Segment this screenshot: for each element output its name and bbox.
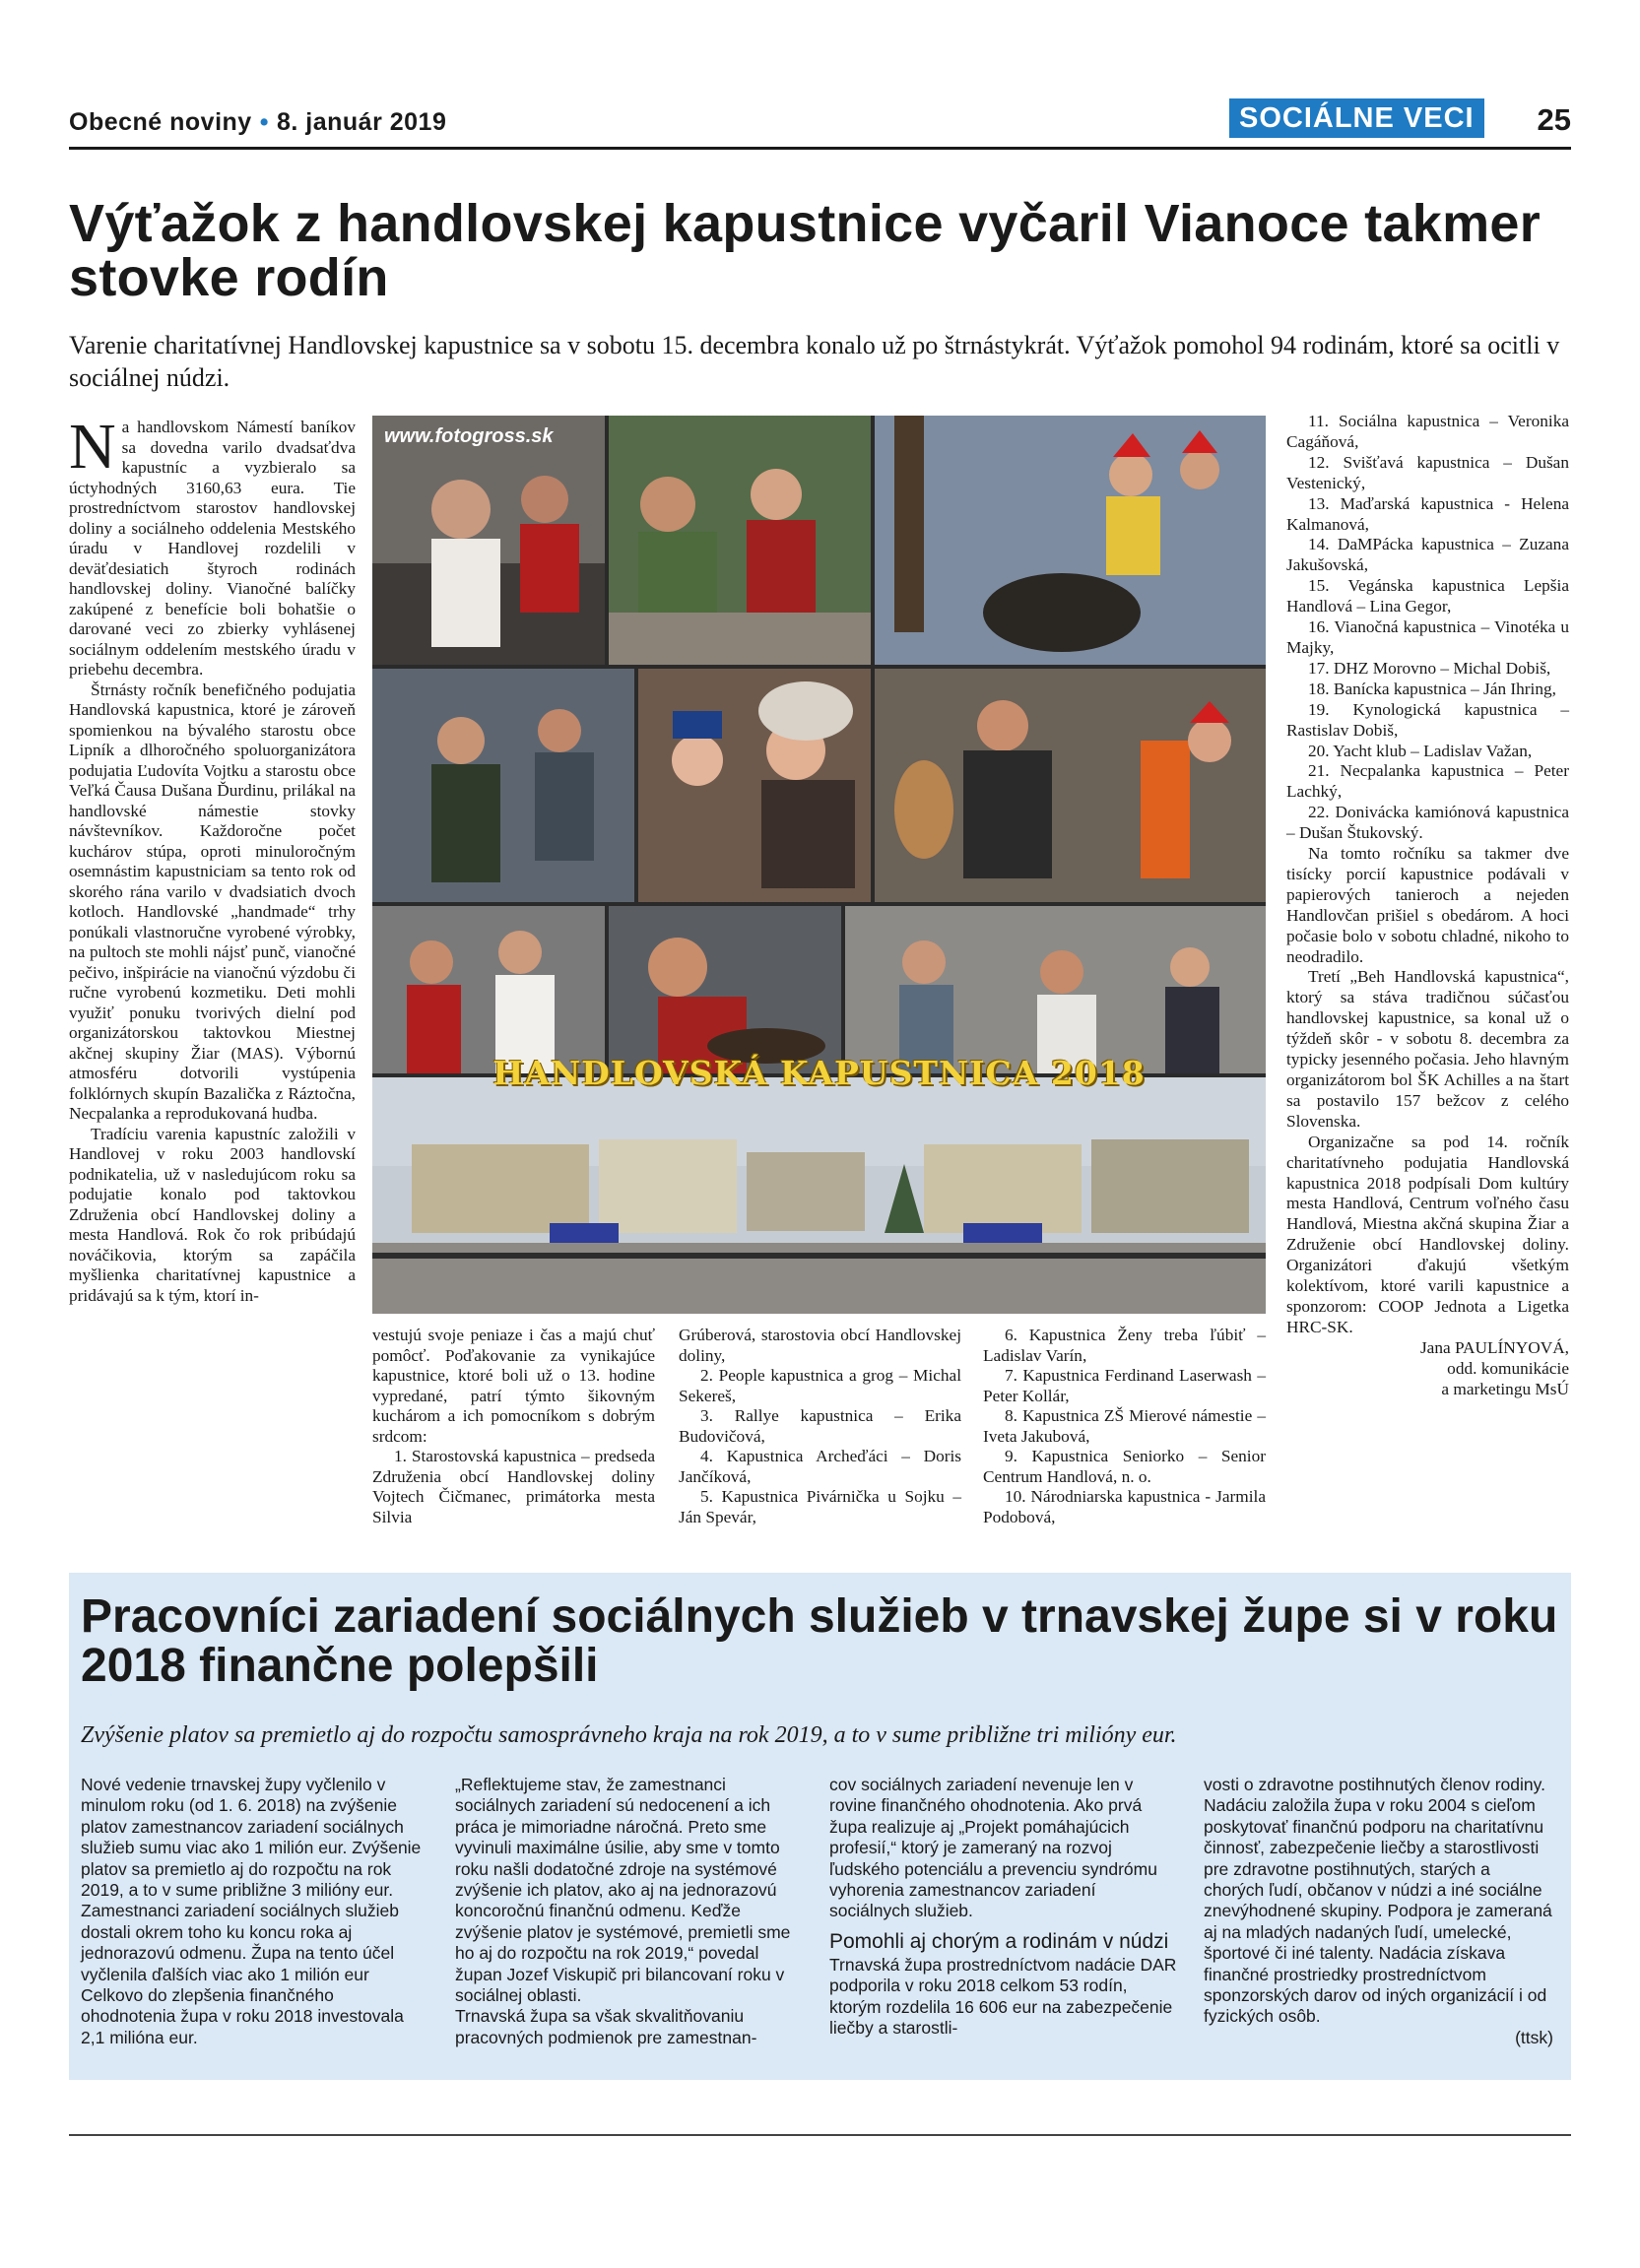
list-item: 9. Kapustnica Seniorko – Senior Centrum Handlová, n. o. [983,1447,1266,1486]
article-lead: Zvýšenie platov sa premietlo aj do rozpočtu samosprávneho kraja na rok 2019, a to v sume približne tri milióny eur. [81,1722,1177,1748]
section-label: SOCIÁLNE VECI [1229,98,1484,138]
list-item: 14. DaMPácka kapustnica – Zuzana Jakušovská, [1286,535,1569,575]
list-item: 8. Kapustnica ZŠ Mierové námestie – Iveta Jakubová, [983,1406,1266,1446]
author-name: Jana PAULÍNYOVÁ, [1419,1337,1569,1357]
list-item: 5. Kapustnica Pivárnička u Sojku – Ján Spevár, [679,1487,961,1526]
list-item: 19. Kynologická kapustnica – Rastislav Dobiš, [1286,699,1569,740]
author-role: a marketingu MsÚ [1441,1379,1569,1398]
list-item: 15. Vegánska kapustnica Lepšia Handlová – Lina Gegor, [1286,576,1569,616]
article-signature: (ttsk) [1515,2027,1553,2047]
article-column-1: Nové vedenie trnavskej župy vyčlenilo v minulom roku (od 1. 6. 2018) na zvýšenie platov zamestnancov zariadení sociálnych služieb sumu viac ako 1 milión eur. Zvýšenie platov sa premietlo aj do rozpočtu na rok 2019, a to v sume približne 3 milióny eur. Zamestnanci zariadení sociálnych služieb dostali okrem toho ku koncu roka aj jednorazovú odmenu. Župa na tento účel vyčlenila ďalších viac ako 1 milión eur Celkovo do zlepšenia finančného ohodnotenia župa v roku 2018 investovala 2,1 milióna eur. [81,1775,422,2047]
article-paragraph: Tretí „Beh Handlovská kapustnica“, ktorý sa stáva tradičnou súčasťou handlovskej kapustnice, sa konal už o týždeň skôr - v sobotu 8. decembra za typicky jesenného počasia. Jeho hlavným organizátorom bol ŠK Achilles a na štart sa postavilo 157 bežcov z celého Slovenska. [1286,967,1569,1131]
article-column-3 [829,1775,1179,2039]
article-box [69,1573,1571,2080]
article-headline: Výťažok z handlovskej kapustnice vyčaril Vianoce takmer stovke rodín [69,194,1542,307]
article-lead: Varenie charitatívnej Handlovskej kapustnice sa v sobotu 15. decembra konalo už po štrnástykrát. Výťažok pomohol 94 rodinám, ktoré sa ocitli v sociálnej núdzi. [69,331,1560,392]
list-item: 2. People kapustnica a grog – Michal Sekereš, [679,1366,961,1405]
page-header [69,97,1571,150]
article-column-2 [372,1326,655,1527]
article-paragraph: vosti o zdravotne postihnutých členov rodiny. Nadáciu založila župa v roku 2004 s cieľom poskytovať finančnú podporu na charitatívnu činnosť, zabezpečenie liečby a starostlivosti pre zdravotne postihnutých, starých a chorých ľudí, občanov v núdzi a iné sociálne znevýhodnené skupiny. Podpora je zameraná aj na mladých nadaných ľudí, umelecké, športové či iné talenty. Nadácia získava finančné prostriedky prostredníctvom sponzorských darov od iných organizácií i od fyzických osôb. [1204,1775,1552,2027]
issue-date: 8. január 2019 [276,108,447,136]
list-item: 16. Vianočná kapustnica – Vinotéka u Majky, [1286,617,1569,657]
page-number: 25 [1537,102,1571,137]
article-paragraph: Trnavská župa prostredníctvom nadácie DAR podporila v roku 2018 celkom 53 rodín, ktorým rozdelila 16 606 eur na zabezpečenie liečby a starostli- [829,1954,1177,2039]
list-item: 10. Národniarska kapustnica - Jarmila Podobová, [983,1487,1266,1526]
article-paragraph: vestujú svoje peniaze i čas a majú chuť pomôcť. Poďakovanie za vynikajúce kapustnice, ktoré boli už o 13. hodine vypredané, patrí týmto šikovným kuchárom a ich pomocníkom s dobrým srdcom: [372,1326,655,1446]
article-paragraph: Štrnásty ročník benefičného podujatia Handlovská kapustnica, ktoré je zároveň spomienkou na bývalého starostu obce Lipník a dlhoročného spoluorganizátora podujatia Ľudovíta Vojtku a starostu obce Veľká Čausa Dušana Ďurdinu, prilákal na handlovské námestie stovky návštevníkov. Každoročne počet kuchárov stúpa, oproti minuloročným osemnástim kapustniciam sa tento rok od skorého rána varilo v dvadsiatich dvoch kotloch. Handlovské „handmade“ trhy ponúkali vlastnoručne vyrobené výrobky, na pultoch ste mohli nájsť punč, vianočné pečivo, inšpirácie na vianočnú výzdobu či ručne vyrobenú kozmetiku. Deti mohli využiť ponuku tvorivých dielní pod organizátorskou taktovkou Miestnej akčnej skupiny Žiar (MAS). Výbornú atmosféru dotvorili vystúpenia folklórnych skupín Bazalička z Ráztočna, Necpalanka a reprodukovaná hudba. [69,680,356,1123]
list-item: 20. Yacht klub – Ladislav Važan, [1308,741,1533,760]
article-headline: Pracovníci zariadení sociálnych služieb v trnavskej župe si v roku 2018 finančne polepšili [81,1590,1558,1692]
article-column-1 [69,411,356,1306]
article-paragraph: cov sociálnych zariadení nevenuje len v rovine finančného ohodnotenia. Ako prvá župa realizuje aj „Projekt pomáhajúcich profesií,“ ktorý je zameraný na rozvoj ľudského potenciálu a prevenciu syndrómu vyhorenia zamestnancov zariadení sociálnych služieb. [829,1775,1157,1921]
drop-cap: N [69,411,116,483]
article-paragraph: Na handlovskom Námestí baníkov sa dovedna varilo dvadsaťdva kapustníc a vyzbieralo sa úctyhodných 3160,63 eura. Tie prostredníctvom starostov handlovskej doliny a sociálneho oddelenia Mestského úradu v Handlovej rozdelili v deväťdesiatich štyroch rodinách handlovskej doliny. Vianočné balíčky zakúpené z benefície boli bohatšie o darované veci zo zbierky vyhlásenej sociálnym oddelením mestského úradu v priebehu decembra. [69,411,356,679]
article-column-4 [983,1326,1266,1527]
list-item: Grúberová, starostovia obcí Handlovskej doliny, [679,1326,961,1365]
list-item: 11. Sociálna kapustnica – Veronika Cagáňová, [1286,412,1569,451]
photo-collage [372,416,1266,1314]
list-item: 12. Svišťavá kapustnica – Dušan Vestenický, [1286,452,1569,492]
list-item: 6. Kapustnica Ženy treba ľúbiť – Ladislav Varín, [983,1326,1266,1365]
article-subheading: Pomohli aj chorým a rodinám v núdzi [829,1929,1169,1953]
article-column-3 [679,1326,961,1527]
list-item: 13. Maďarská kapustnica - Helena Kalmanová, [1286,493,1569,534]
author-role: odd. komunikácie [1447,1358,1569,1378]
list-item: 1. Starostovská kapustnica – predseda Združenia obcí Handlovskej doliny Vojtech Čičmanec, primátorka mesta Silvia [372,1447,655,1526]
photo-banner-title: HANDLOVSKÁ KAPUSTNICA 2018 [492,1054,1146,1092]
list-item: 7. Kapustnica Ferdinand Laserwash – Peter Kollár, [983,1366,1266,1405]
article-column-2: „Reflektujeme stav, že zamestnanci sociálnych zariadení sú nedocenení a ich práca je mimoriadne náročná. Preto sme vyvinuli maximálne úsilie, aby sme v tomto roku našli dodatočné zdroje na systémové zvýšenie ich platov, ako aj na jednorazovú koncoročnú finančnú odmenu. Keďže zvýšenie platov je systémové, premietli sme ho aj do rozpočtu na rok 2019,“ povedal župan Jozef Viskupič pri bilancovaní roku v sociálnej oblasti. Trnavská župa sa však skvalitňovaniu pracovných podmienok pre zamestnan- [455,1775,791,2047]
article-paragraph: Organizačne sa pod 14. ročník charitatívneho podujatia Handlovská kapustnica 2018 podpísali Dom kultúry mesta Handlová, Centrum voľného času Handlová, Miestna akčná skupina Žiar a Združenie obcí Handlovskej doliny. Organizátori ďakujú všetkým kolektívom, ktoré varili kapustnice a sponzorom: COOP Jednota a Ligetka HRC-SK. [1286,1132,1569,1336]
list-item: 21. Necpalanka kapustnica – Peter Lachký, [1286,761,1569,802]
separator-dot: • [259,108,269,136]
list-item: 4. Kapustnica Archeďáci – Doris Jančíková, [679,1447,961,1486]
photo-watermark: www.fotogross.sk [384,425,554,447]
list-item: 22. Donivácka kamiónová kapustnica – Dušan Štukovský. [1286,803,1569,843]
article-column-5 [1286,412,1569,1400]
list-item: 17. DHZ Morovno – Michal Dobiš, [1308,658,1551,678]
article-column-4 [1204,1775,1553,2048]
list-item: 3. Rallye kapustnica – Erika Budovičová, [679,1406,961,1446]
list-item: 18. Banícka kapustnica – Ján Ihring, [1308,679,1556,698]
collage-photos [372,416,1266,1314]
newspaper-name [69,108,446,137]
bottom-divider [69,2134,1571,2136]
article-paragraph: Na tomto ročníku sa takmer dve tisícky porcií kapustnice podávali v papierových tanieroch a nejeden Handlovčan prišiel s obedárom. A hoci počasie bolo v sobotu chladné, nikoho to neodradilo. [1286,844,1569,966]
article-paragraph: Tradíciu varenia kapustníc založili v Handlovej v roku 2003 handlovskí podnikatelia, už v nasledujúcom roku sa podujatie konalo pod taktovkou Združenia obcí Handlovskej doliny a mesta Handlová. Rok čo rok pribúdajú nováčikovia, ktorým sa zapáčila myšlienka charitatívnej kapustnice a pridávajú sa k tým, ktorí in- [69,1124,356,1305]
newspaper-title: Obecné noviny [69,108,252,136]
